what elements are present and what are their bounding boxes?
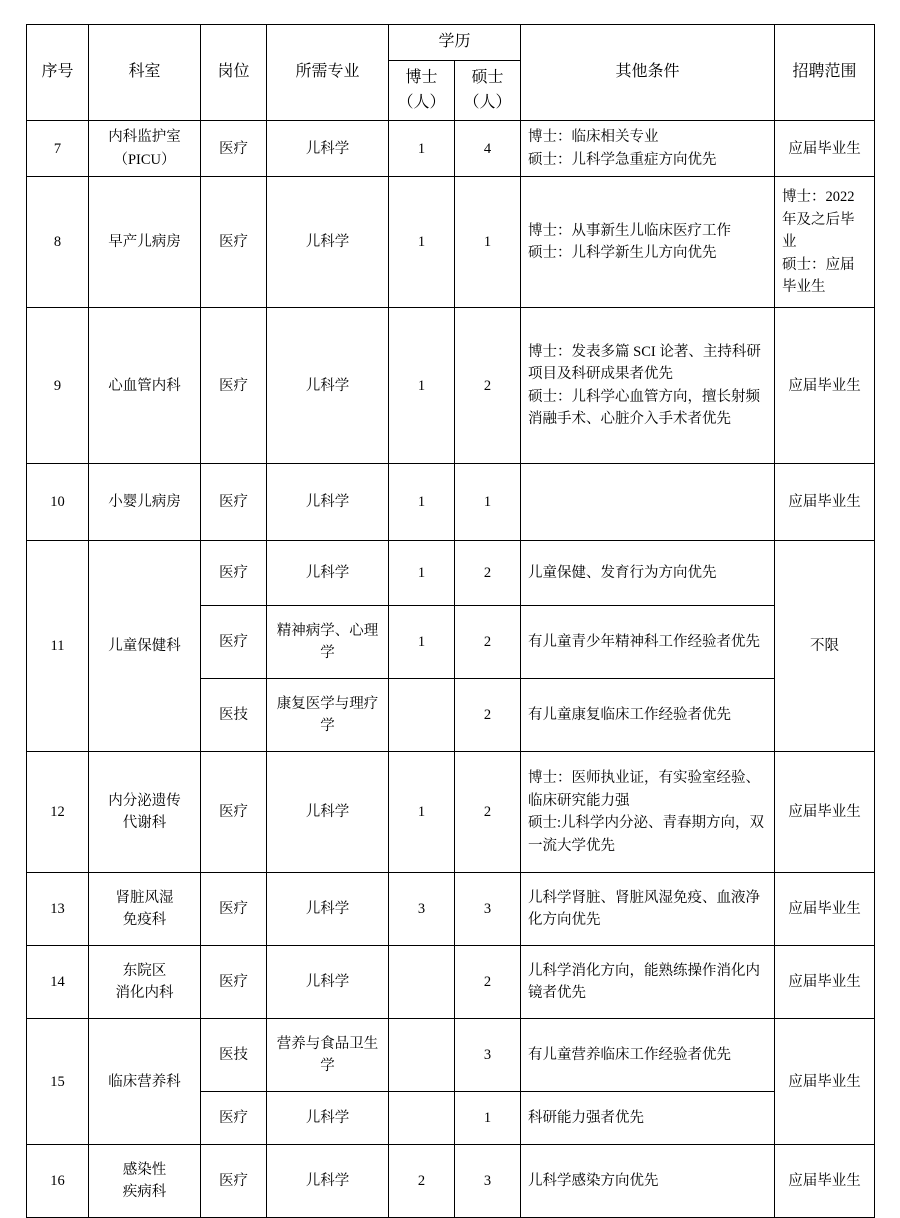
col-header-phd-line2: （人） <box>397 93 446 111</box>
cell-post: 医疗 <box>201 541 267 606</box>
cell-seq: 11 <box>27 541 89 752</box>
cell-dept: 心血管内科 <box>89 308 201 464</box>
cell-master-count: 2 <box>455 541 521 606</box>
cell-scope: 应届毕业生 <box>775 464 875 541</box>
header-row-1 <box>27 25 875 61</box>
col-header-other-conditions: 其他条件 <box>521 25 775 121</box>
col-header-scope: 招聘范围 <box>775 25 875 121</box>
condition-line: 博士：医师执业证，有实验室经验、临床研究能力强 <box>528 770 761 809</box>
cell-seq: 10 <box>27 464 89 541</box>
col-header-major: 所需专业 <box>267 25 389 121</box>
cell-scope: 应届毕业生 <box>775 308 875 464</box>
cell-major: 康复医学与理疗学 <box>267 679 389 752</box>
condition-line: 硕士：儿科学急重症方向优先 <box>528 151 717 168</box>
cell-phd-count: 1 <box>389 606 455 679</box>
cell-major: 儿科学 <box>267 177 389 308</box>
col-header-education: 学历 <box>389 25 521 61</box>
cell-dept <box>89 121 201 177</box>
cell-seq: 12 <box>27 752 89 873</box>
cell-dept <box>89 946 201 1019</box>
col-header-phd-line1: 博士 <box>405 68 438 86</box>
cell-major: 儿科学 <box>267 1145 389 1218</box>
cell-post: 医疗 <box>201 177 267 308</box>
cell-other-conditions: 儿科学消化方向，能熟练操作消化内镜者优先 <box>521 946 775 1019</box>
cell-other-conditions <box>521 308 775 464</box>
condition-line: 博士：临床相关专业 <box>528 129 659 146</box>
table-row <box>27 464 875 541</box>
cell-other-conditions: 儿科学感染方向优先 <box>521 1145 775 1218</box>
cell-phd-count: 1 <box>389 464 455 541</box>
cell-other-conditions: 有儿童青少年精神科工作经验者优先 <box>521 606 775 679</box>
cell-dept-line1: 内分泌遗传 <box>108 792 181 809</box>
cell-dept-line2: （PICU） <box>113 151 176 168</box>
condition-line: 硕士：儿科学心血管方向，擅长射频消融手术、心脏介入手术者优先 <box>528 388 761 428</box>
table-row <box>27 1145 875 1218</box>
scope-line: 硕士：应届毕业生 <box>782 256 855 296</box>
cell-dept-line1: 肾脏风湿 <box>115 889 174 906</box>
cell-dept: 早产儿病房 <box>89 177 201 308</box>
cell-dept-line2: 代谢科 <box>122 815 167 832</box>
cell-phd-count: 3 <box>389 873 455 946</box>
cell-major: 儿科学 <box>267 752 389 873</box>
cell-scope <box>775 177 875 308</box>
cell-phd-count <box>389 1019 455 1092</box>
cell-master-count: 3 <box>455 1019 521 1092</box>
cell-other-conditions <box>521 464 775 541</box>
cell-other-conditions: 儿童保健、发育行为方向优先 <box>521 541 775 606</box>
condition-line: 博士：发表多篇 SCI 论著、主持科研项目及科研成果者优先 <box>528 343 761 383</box>
cell-dept: 临床营养科 <box>89 1019 201 1145</box>
cell-post: 医疗 <box>201 873 267 946</box>
cell-other-conditions <box>521 752 775 873</box>
cell-seq: 7 <box>27 121 89 177</box>
cell-scope: 应届毕业生 <box>775 946 875 1019</box>
cell-master-count: 3 <box>455 873 521 946</box>
table-row <box>27 541 875 606</box>
cell-scope: 应届毕业生 <box>775 1145 875 1218</box>
cell-master-count: 2 <box>455 752 521 873</box>
cell-dept <box>89 873 201 946</box>
cell-phd-count: 1 <box>389 752 455 873</box>
cell-dept-line2: 消化内科 <box>115 985 174 1002</box>
cell-dept-line2: 疾病科 <box>122 1184 167 1201</box>
cell-phd-count <box>389 946 455 1019</box>
cell-other-conditions: 有儿童康复临床工作经验者优先 <box>521 679 775 752</box>
cell-dept-line2: 免疫科 <box>122 912 167 929</box>
cell-post: 医疗 <box>201 946 267 1019</box>
cell-phd-count: 1 <box>389 308 455 464</box>
table-row <box>27 121 875 177</box>
cell-master-count: 1 <box>455 177 521 308</box>
cell-major: 儿科学 <box>267 946 389 1019</box>
cell-scope: 应届毕业生 <box>775 121 875 177</box>
condition-line: 硕士:儿科学内分泌、青春期方向，双一流大学优先 <box>528 815 765 854</box>
cell-post: 医疗 <box>201 121 267 177</box>
cell-dept <box>89 1145 201 1218</box>
cell-major: 营养与食品卫生学 <box>267 1019 389 1092</box>
cell-seq: 16 <box>27 1145 89 1218</box>
cell-scope: 应届毕业生 <box>775 752 875 873</box>
cell-dept <box>89 752 201 873</box>
recruitment-table <box>26 24 875 1218</box>
cell-other-conditions: 有儿童营养临床工作经验者优先 <box>521 1019 775 1092</box>
cell-master-count: 3 <box>455 1145 521 1218</box>
cell-major: 儿科学 <box>267 464 389 541</box>
cell-seq: 9 <box>27 308 89 464</box>
cell-phd-count: 2 <box>389 1145 455 1218</box>
cell-dept-line1: 东院区 <box>122 962 167 979</box>
cell-other-conditions: 儿科学肾脏、肾脏风湿免疫、血液净化方向优先 <box>521 873 775 946</box>
cell-master-count: 2 <box>455 946 521 1019</box>
cell-post: 医技 <box>201 1019 267 1092</box>
table-row <box>27 946 875 1019</box>
col-header-phd <box>389 60 455 121</box>
col-header-master <box>455 60 521 121</box>
cell-other-conditions: 科研能力强者优先 <box>521 1092 775 1145</box>
table-row <box>27 752 875 873</box>
cell-scope: 应届毕业生 <box>775 873 875 946</box>
cell-seq: 14 <box>27 946 89 1019</box>
cell-major: 儿科学 <box>267 541 389 606</box>
cell-dept-line1: 感染性 <box>122 1161 167 1178</box>
cell-major: 儿科学 <box>267 1092 389 1145</box>
cell-seq: 13 <box>27 873 89 946</box>
condition-line: 硕士：儿科学新生儿方向优先 <box>528 245 717 262</box>
scope-line: 博士：2022年及之后毕业 <box>782 189 855 251</box>
cell-master-count: 2 <box>455 606 521 679</box>
cell-major: 精神病学、心理学 <box>267 606 389 679</box>
cell-major: 儿科学 <box>267 308 389 464</box>
cell-phd-count: 1 <box>389 121 455 177</box>
cell-seq: 15 <box>27 1019 89 1145</box>
cell-post: 医技 <box>201 679 267 752</box>
col-header-master-line1: 硕士 <box>471 68 504 86</box>
cell-master-count: 4 <box>455 121 521 177</box>
col-header-dept: 科室 <box>89 25 201 121</box>
cell-dept-line1: 内科监护室 <box>108 129 181 146</box>
cell-master-count: 1 <box>455 1092 521 1145</box>
cell-post: 医疗 <box>201 464 267 541</box>
cell-phd-count: 1 <box>389 177 455 308</box>
cell-major: 儿科学 <box>267 873 389 946</box>
col-header-master-line2: （人） <box>463 93 512 111</box>
cell-phd-count <box>389 679 455 752</box>
cell-master-count: 2 <box>455 679 521 752</box>
cell-post: 医疗 <box>201 752 267 873</box>
table-row <box>27 873 875 946</box>
cell-other-conditions <box>521 177 775 308</box>
cell-post: 医疗 <box>201 1092 267 1145</box>
cell-dept: 小婴儿病房 <box>89 464 201 541</box>
cell-seq: 8 <box>27 177 89 308</box>
cell-scope: 应届毕业生 <box>775 1019 875 1145</box>
cell-post: 医疗 <box>201 606 267 679</box>
cell-scope: 不限 <box>775 541 875 752</box>
cell-phd-count <box>389 1092 455 1145</box>
cell-master-count: 1 <box>455 464 521 541</box>
cell-dept: 儿童保健科 <box>89 541 201 752</box>
cell-other-conditions <box>521 121 775 177</box>
table-header <box>27 25 875 121</box>
col-header-seq: 序号 <box>27 25 89 121</box>
table-body <box>27 121 875 1218</box>
cell-major: 儿科学 <box>267 121 389 177</box>
table-row <box>27 1019 875 1092</box>
table-row <box>27 308 875 464</box>
cell-phd-count: 1 <box>389 541 455 606</box>
col-header-post: 岗位 <box>201 25 267 121</box>
cell-post: 医疗 <box>201 1145 267 1218</box>
condition-line: 博士：从事新生儿临床医疗工作 <box>528 222 732 239</box>
cell-post: 医疗 <box>201 308 267 464</box>
cell-master-count: 2 <box>455 308 521 464</box>
table-row <box>27 177 875 308</box>
